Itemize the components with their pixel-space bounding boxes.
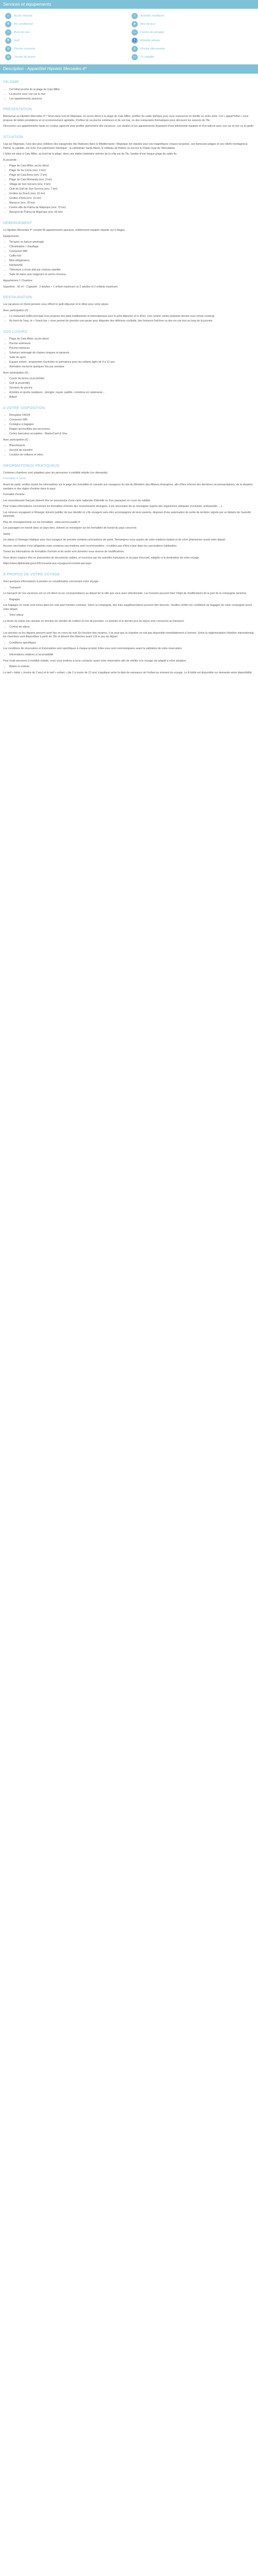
apropos-title: • Transport bbox=[9, 586, 255, 590]
service-item bbox=[5, 21, 126, 27]
disposition-heading: A VOTRE DISPOSITION bbox=[3, 406, 45, 410]
restauration-list bbox=[3, 315, 255, 324]
equipment-list bbox=[3, 241, 255, 277]
service-item bbox=[132, 54, 253, 60]
service-label: Golf bbox=[14, 39, 20, 42]
list-item: • Connexion Wifi bbox=[9, 250, 255, 254]
golf-icon: ⚑ bbox=[5, 38, 11, 44]
paragraph: Les vacances en Demi-pension vous offrent le petit déjeuner et le dîner pour votre séjour. bbox=[3, 303, 109, 307]
paragraph: Pour toutes informations concernant les formalités d'entrée des ressortissants étrangers, il est nécessaire de se renseigner auprès des organismes adéquats (consulats, ambassade, ...). bbox=[3, 505, 223, 509]
description-title: Description - Appartôtel Hipotels Mercedes 4* bbox=[3, 66, 87, 72]
list-item: • Mini-réfrigérateur bbox=[9, 259, 255, 263]
list-item: • Salle de bains avec baignoire et sèche-cheveux bbox=[9, 273, 255, 277]
bottom-spacer bbox=[3, 677, 255, 681]
list-item: • Plage de Cala Millor, accès direct bbox=[9, 164, 255, 168]
disposition-paid-label: Avec participation (€) : bbox=[3, 438, 30, 442]
playground-icon: ♣ bbox=[132, 21, 138, 27]
paragraph: Toutes les informations de formalités d'entrée et de santé sont données sous réserve de modifications. bbox=[3, 550, 125, 554]
service-item bbox=[5, 54, 126, 60]
paragraph: Découvrez ces appartements hauts en couleur agencés pour profiter pleinement des vacances. Les studios et les appartements disposent d'une kitchenette équipée et d'un balcon avec vue sur la mer ou le jardin. bbox=[3, 125, 254, 128]
list-item: • Kitchenette bbox=[9, 264, 255, 268]
list-item: • Cartes bancaires acceptées : MasterCard & Visa bbox=[9, 432, 255, 436]
list-item: • Télévision à écran plat par chaînes satellite bbox=[9, 268, 255, 273]
list-item: • Piscine intérieure bbox=[9, 347, 255, 351]
list-item: • Au bord de l'eau, le « Snack bar » vous permet de prendre une pause pour déguster des délicieux cocktails, des boissons fraîches ou des en-cas tout au long de la journée. bbox=[9, 319, 255, 324]
service-item bbox=[5, 46, 126, 52]
paragraph: Le Hipotels Mercedes 4* compte 96 appartements spacieux, entièrement équipés répartis sur 6 étages. bbox=[3, 229, 126, 232]
restauration-heading: RESTAURATION bbox=[3, 296, 33, 300]
paragraph: À proximité : bbox=[3, 158, 18, 162]
service-item bbox=[5, 13, 126, 19]
list-item: • Animation nocturne quelques fois par semaine bbox=[9, 365, 255, 369]
list-item: • Billard bbox=[9, 396, 255, 400]
service-item bbox=[5, 29, 126, 36]
nearby-list bbox=[3, 164, 255, 215]
room-type: Appartement 1 Chambre bbox=[3, 279, 33, 282]
info-subheading: Formalités & Santé bbox=[3, 477, 26, 481]
service-item bbox=[132, 29, 253, 36]
apropos-block bbox=[3, 625, 255, 630]
paragraph: Les ressortissants français doivent être en possession d'une carte nationale d'identité ou d'un passeport en cours de validité. bbox=[3, 499, 151, 502]
wifi-icon: ⌂ bbox=[5, 13, 11, 19]
description-content bbox=[0, 80, 258, 681]
list-item: • Climatisation / chauffage bbox=[9, 245, 255, 249]
list-item: • Service de transfert bbox=[9, 449, 255, 453]
list-item: • Piscine extérieure bbox=[9, 342, 255, 346]
loisirs-list bbox=[3, 337, 255, 369]
services-header bbox=[0, 0, 258, 9]
info-heading: INFORMATION(S) PRATIQUE(S) bbox=[3, 464, 60, 468]
list-item: • Coffre-fort bbox=[9, 255, 255, 259]
apropos-block bbox=[3, 614, 255, 618]
service-label: Air conditionné bbox=[14, 22, 34, 26]
list-item: • Village de Son Servera (env. 4 km) bbox=[9, 183, 255, 187]
pool-outdoor-icon: ≋ bbox=[132, 46, 138, 52]
service-label: Piscine découverte bbox=[140, 47, 165, 50]
list-item: • Club de Golf de Son Servera (env. 7 km) bbox=[9, 188, 255, 192]
pool-icon: ≋ bbox=[5, 46, 11, 52]
list-item: • Courts de tennis (à proximité) bbox=[9, 377, 255, 381]
paragraph: https://www.diplomatie.gouv.fr/fr/conseils-aux-voyageurs/conseils-par-pays bbox=[3, 562, 92, 566]
activities-icon: ☺ bbox=[132, 13, 138, 19]
apropos-heading: À PROPOS DE VOTRE VOYAGE bbox=[3, 572, 60, 577]
service-item bbox=[132, 38, 253, 44]
apropos-title: • Bébés et enfants bbox=[9, 665, 255, 669]
apropos-block bbox=[3, 598, 255, 602]
list-item: • Plage de Sa Coma (env. 2 km) bbox=[9, 169, 255, 173]
paragraph: Les passagers en transit dans un pays tiers, doivent se renseigner sur les formalités de transit du pays concerné. bbox=[3, 527, 137, 530]
list-item: • Services de piscine bbox=[9, 386, 255, 391]
list-item: • Location de voitures et vélos bbox=[9, 453, 255, 457]
list-item: • Cet hôtel proche de la plage de Cala Millor bbox=[9, 88, 255, 92]
hebergement-heading: HÉBERGEMENT bbox=[3, 222, 33, 226]
paragraph: L'hôtel est situé à Cala Millor, au bord de la plage, dans une station balnéaire animée de la côte est de l'île, bordée d'une longue plage de sable fin. bbox=[3, 152, 178, 156]
list-item: • Grottes d'Artà (env. 15 km) bbox=[9, 197, 255, 201]
list-item: • Terrasse ou balcon aménagé bbox=[9, 241, 255, 245]
service-label: Activités nautiques bbox=[140, 14, 165, 18]
apropos-title: • Conditions spécifiques bbox=[9, 641, 255, 646]
paragraph: Santé : bbox=[3, 532, 12, 536]
page bbox=[0, 0, 258, 681]
apropos-block bbox=[3, 586, 255, 590]
service-label: Aire de jeux bbox=[140, 22, 156, 26]
waves-icon: ≈ bbox=[5, 29, 11, 36]
service-item bbox=[5, 38, 126, 44]
paragraph: Avant de partir, vérifiez toutes les informations sur la page des formalités et conseils aux voyageurs du site du Ministère des Affaires étrangères, afin d'être informé des dernières recommandations, de la situation sanitaire et des règles d'entrée dans le pays. bbox=[3, 483, 253, 490]
apropos-block bbox=[3, 665, 255, 669]
list-item: • Le restaurant buffet principal vous propose des plats traditionnels et internationaux pour le petit déjeuner et le dîner. Une cuisine variée préparée devant vous (show cooking). bbox=[9, 315, 255, 319]
list-item: • Plage de Cala Millor, accès direct bbox=[9, 337, 255, 342]
paragraph: Avec participation (€) : bbox=[3, 309, 30, 312]
apropos-text: La durée du séjour est calculée en fonction du nombre de nuitées et non de journées. Le premier et le dernier jour du séjour sont consacrés au transport. bbox=[3, 619, 185, 623]
paragraph: Vous devez toujours être en possession de documents valides, et reconnus par les autorités françaises et du pays d'accueil, adaptés à la destination de votre voyage. bbox=[3, 556, 200, 560]
loisirs-paid-list bbox=[3, 377, 255, 400]
apropos-title: • Bagages bbox=[9, 598, 255, 602]
paragraph: Équipements : bbox=[3, 234, 21, 238]
list-item: • Manacor (env. 20 km) bbox=[9, 201, 255, 206]
list-item: • Plage de Cala Bona (env. 2 km) bbox=[9, 174, 255, 178]
apropos-title: • Votre séjour bbox=[9, 614, 255, 618]
loisirs-paid-label: Avec participation (€) : bbox=[3, 371, 30, 375]
list-item: • Centre-ville de Palma de Majorque (env. 73 km) bbox=[9, 206, 255, 210]
tv-icon: ▭ bbox=[132, 54, 138, 60]
apropos-title: • Informations relatives à l'accessibilité bbox=[9, 653, 255, 657]
info-mobility: Certaines chambres sont adaptées pour les personnes à mobilité réduite (sur demande). bbox=[3, 471, 108, 474]
apropos-text: Le transport de vos vacances est un vol direct ou en correspondance au départ de la ville que vous avez sélectionnée. Les horaires peuvent faire l'objet de modifications de la part de la compagnie aérienne. bbox=[3, 592, 247, 596]
list-item: • Solarium aménagé de chaises longues et parasols bbox=[9, 351, 255, 355]
paragraph: Les mineurs voyageant à l'étranger doivent justifier de leur identité et, s'ils voyagent sans être accompagnés de leurs parents, disposer d'une autorisation de sortie de territoire signée par un titulaire de l'autorité parentale. bbox=[3, 511, 251, 518]
list-item: • Blanchisserie bbox=[9, 444, 255, 448]
list-item: • Golf (à proximité) bbox=[9, 382, 255, 386]
service-label: Bord de mer bbox=[14, 30, 30, 34]
apropos-intro: Voici quelques informations à prendre en considération concernant votre voyage : bbox=[3, 580, 100, 584]
paragraph: Bienvenue au Hipotels Mercedes 4* ! Situé dans l'est de Majorque, en accès direct à la plage de Cala Millor, profitez du cadre idyllique pour vous ressourcer en famille ou entre amis. Cet « appart'hôtel » vous propose de belles prestations et un environnement agréable. Profitez de sa piscine extérieure et de son bar, ou des restaurants thématiques pour découvrir les saveurs de l'île. bbox=[3, 115, 249, 122]
apropos-blocks bbox=[3, 586, 255, 675]
services-title: Services et équipements bbox=[3, 2, 52, 7]
disposition-list bbox=[3, 414, 255, 436]
situation-heading: SITUATION bbox=[3, 135, 23, 139]
list-item: • Aéroport de Palma de Majorque (env. 66 km) bbox=[9, 211, 255, 215]
apropos-block bbox=[3, 653, 255, 657]
paragraph: Cap sur Majorque, l'une des plus célèbres îles espagnoles des Baléares dans la Méditerranée ! Majorque est réputée pour ses magnifiques criques turquoise, ses fameuses plages et ses reliefs montagneux. Palma, la capitale, est riche d'un patrimoine historique : la cathédrale Santa Maria, le château de Bellver ou encore le Palais royal de l'Almudaina. bbox=[3, 143, 248, 150]
paragraph: Un séjour à l'étranger implique pour tout voyageur de prendre certaines précautions de santé. Renseignez-vous auprès de votre médecin traitant et de votre pharmacien avant votre départ. bbox=[3, 538, 226, 542]
list-item: • Les appartements spacieux bbox=[9, 97, 255, 101]
restauration-text bbox=[3, 303, 255, 313]
apropos-text: Les bagages en soute sont inclus dans les vols sauf mention contraire. Selon la compagnie, des frais supplémentaires peuvent être facturés. Veuillez vérifier les conditions de bagages de votre compagnie avant votre départ. bbox=[3, 604, 252, 611]
service-label: Mobilité réduite bbox=[140, 39, 160, 42]
situation-text bbox=[3, 143, 255, 162]
service-label: Centre de plongée bbox=[140, 30, 165, 34]
service-label: Piscine couverte bbox=[14, 47, 36, 50]
loisirs-heading: VOS LOISIRS bbox=[3, 330, 27, 334]
paragraph: Formalité d'entrée : bbox=[3, 493, 26, 497]
paragraph: Plus de renseignements sur les formalités : www.service-public.fr bbox=[3, 520, 80, 524]
description-header bbox=[0, 64, 258, 74]
apropos-block bbox=[3, 641, 255, 646]
list-item: • Grottes du Drach (env. 10 km) bbox=[9, 192, 255, 196]
list-item: • Connexion Wifi bbox=[9, 418, 255, 422]
services-list bbox=[0, 9, 258, 64]
list-item: • La piscine avec vue sur le mer bbox=[9, 93, 255, 97]
tennis-icon: ◎ bbox=[5, 54, 11, 60]
service-label: Tv satellite bbox=[140, 55, 154, 59]
mobility-icon: ♿ bbox=[132, 38, 138, 44]
room-type-desc: Superficie : 50 m² - Capacité : 3 adultes + 1 enfant maximum ou 2 adultes et 2 enfants maximum bbox=[3, 285, 118, 289]
on-aime-list bbox=[3, 88, 255, 101]
spa-icon: ♨ bbox=[132, 29, 138, 36]
list-item: • Réception 24h/24 bbox=[9, 414, 255, 418]
apropos-title: • Contrat de séjour bbox=[9, 625, 255, 630]
service-item bbox=[132, 21, 253, 27]
list-item: • Salle de sport bbox=[9, 356, 255, 360]
service-item bbox=[132, 13, 253, 19]
paragraph: Aucune vaccination n'est obligatoire mais certaines vaccinations sont recommandées ; n'oubliez pas d'être à jour dans les vaccinations habituelles. bbox=[3, 544, 178, 548]
apropos-text: Pour toute personne à mobilité réduite, nous vous invitons à nous contacter avant votre réservation afin de vérifier si le voyage est adapté à votre situation. bbox=[3, 659, 187, 663]
apropos-text: Les conditions de réservation et d'annulation sont spécifiques à chaque produit. Elles vous sont communiquées avant la validation de votre réservation. bbox=[3, 647, 183, 651]
list-item: • Étages accessibles par ascenseur bbox=[9, 428, 255, 432]
info-text bbox=[3, 483, 255, 566]
list-item: • Activités et sports nautiques : plongée, kayak, paddle, croisières en catamaran... bbox=[9, 391, 255, 395]
on-aime-heading: ON AIME bbox=[3, 80, 19, 84]
apropos-text: Les arrivées ou les départs peuvent avoir lieu en cours de nuit. En fonction des horaires, il se peut que la chambre ne soit pas disponible immédiatement à l'arrivée. Selon la réglementation hôtelière internationale, les chambres sont disponibles à partir de 15h et doivent être libérées avant 12h le jour du départ. bbox=[3, 631, 255, 639]
snowflake-icon: ❄ bbox=[5, 21, 11, 27]
list-item: • Consigne à bagages bbox=[9, 423, 255, 427]
hebergement-text bbox=[3, 229, 255, 239]
service-label: Terrain de tennis bbox=[14, 55, 36, 59]
presentation-heading: PRÉSENTATION bbox=[3, 108, 32, 112]
service-label: Accès internet bbox=[14, 14, 33, 18]
list-item: • Plage de Cala Morlanda (env. 3 km) bbox=[9, 178, 255, 182]
apropos-text: Le tarif « bébé » (moins de 2 ans) et le tarif « enfant » (de 2 à moins de 12 ans) s'applique selon la date de naissance de l'enfant au moment du voyage. Le lit bébé est disponible sur demande selon disponibilité. bbox=[3, 671, 253, 674]
disposition-paid-list bbox=[3, 444, 255, 457]
list-item: • Espace enfant : programme d'activités et animations pour les enfants âgés de 4 à 12 ans bbox=[9, 361, 255, 365]
service-item bbox=[132, 46, 253, 52]
presentation-text bbox=[3, 115, 255, 129]
